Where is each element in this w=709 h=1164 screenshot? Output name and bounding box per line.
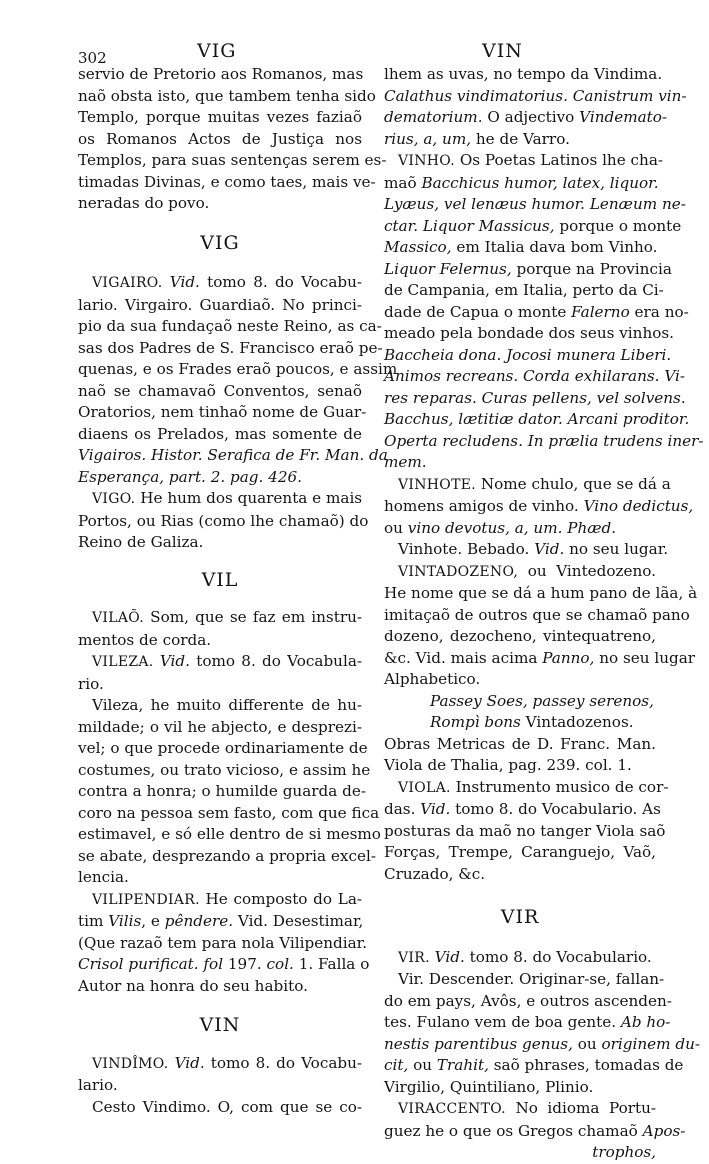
headword: VIRACCENTO. xyxy=(398,1101,506,1117)
section-heading-vin: VIN xyxy=(199,1014,241,1036)
right-column xyxy=(384,64,704,1164)
citation-line: Obras Metricas de D. Franc. Man. xyxy=(384,734,656,753)
text-line: He hum dos quarenta e mais xyxy=(140,489,363,507)
text-fragment: &c. Vid. mais acima xyxy=(384,648,543,667)
text-line: Som, que se faz em instru- xyxy=(150,608,362,626)
text-line: neradas do povo. xyxy=(78,194,210,212)
text-line: vel; o que procede ordinariamente de xyxy=(78,739,368,757)
latin-term: Liquor Felernus, xyxy=(384,259,512,278)
text-fragment: tes. Fulano vem de boa gente. xyxy=(384,1013,621,1031)
entry-cesto-vindimo xyxy=(78,1097,362,1119)
text-fragment: tomo 8. do Vocabulario. As xyxy=(450,800,661,818)
continued-entry-vindimo xyxy=(384,64,687,150)
text-fragment: homens amigos de vinho. xyxy=(384,497,584,515)
text-fragment: Os Poetas Latinos lhe cha- xyxy=(459,151,664,169)
text-line: Vir. Descender. Originar-se, fallan- xyxy=(398,970,665,988)
text-fragment: Instrumento musico de cor- xyxy=(455,777,669,796)
text-line: imitaçaõ de outros que se chamaõ pano xyxy=(384,605,690,624)
text-fragment: ou Vintedozeno. xyxy=(527,561,657,580)
headword: VIOLA. xyxy=(398,779,451,796)
vid-ref: Vid. xyxy=(159,652,190,670)
vid-ref: Vid. xyxy=(169,273,200,291)
text-fragment: 1. Falla o xyxy=(293,955,370,973)
latin-term: dematorium. xyxy=(384,108,483,126)
latin-line: Operta recludens. In prælia trudens iner- xyxy=(384,431,704,450)
text-fragment: 197. xyxy=(223,955,267,973)
text-line: lario. Virgairo. Guardiaõ. No princi- xyxy=(78,295,362,314)
text-line: servio de Pretorio aos Romanos, mas xyxy=(78,65,364,83)
text-line: os Romanos Actos de Justiça nos xyxy=(78,129,362,148)
latin-term: originem du- xyxy=(601,1034,701,1053)
text-fragment: ou xyxy=(408,1056,437,1074)
running-head-right: VIN xyxy=(482,40,523,62)
text-fragment: ou xyxy=(384,518,408,537)
latin-line: Baccheia dona. Jocosi munera Liberi. xyxy=(384,345,672,364)
entry-vir-2 xyxy=(384,969,701,1098)
latin-line: Animos recreans. Corda exhilarans. Vi- xyxy=(384,367,686,385)
entry-vintadozeno xyxy=(384,561,698,777)
citation-line: Vigairos. Histor. Serafica de Fr. Man. da xyxy=(78,446,388,464)
latin-line: Calathus vindimatorius. Canistrum vin- xyxy=(384,86,687,105)
headword: VIR. xyxy=(398,949,430,966)
text-fragment: tomo 8. do Vocabulario. xyxy=(469,947,652,966)
text-line: contra a honra; o humilde guarda de- xyxy=(78,782,366,800)
text-line: Autor na honra do seu habito. xyxy=(78,976,308,995)
text-line: naõ se chamavaõ Conventos, senaõ xyxy=(78,381,362,400)
text-line: diaens os Prelados, mas somente de xyxy=(78,424,362,443)
entry-vinho xyxy=(384,150,704,474)
text-fragment: Vid. Desestimar, xyxy=(233,912,364,930)
text-fragment: guez he o que os Gregos chamaõ xyxy=(384,1121,643,1140)
citation-line: Esperança, part. 2. pag. 426. xyxy=(78,467,302,486)
text-fragment: saõ phrases, tomadas de xyxy=(488,1056,684,1074)
page-number: 302 xyxy=(78,49,107,67)
text-line: Oratorios, nem tinhaõ nome de Guar- xyxy=(78,403,367,421)
text-line: do em pays, Avôs, e outros ascenden- xyxy=(384,991,672,1010)
vid-ref: Vid. xyxy=(420,800,451,818)
text-line: quenas, e os Frades eraõ poucos, e assim xyxy=(78,360,398,378)
text-line: tomo 8. do Vocabu- xyxy=(210,1053,363,1072)
section-heading-vig: VIG xyxy=(200,231,240,254)
text-line: costumes, ou trato vicioso, e assim he xyxy=(78,760,371,779)
verse-line: Passey Soes, passey serenos, xyxy=(430,691,654,710)
text-line: se abate, desprezando a propria excel- xyxy=(78,846,376,865)
text-fragment: porque o monte xyxy=(554,216,682,235)
entry-vinhote-2 xyxy=(384,539,669,561)
text-line: mentos de corda. xyxy=(78,630,212,649)
text-fragment: dade de Capua o monte xyxy=(384,302,572,321)
entry-vindimo xyxy=(78,1053,362,1097)
text-fragment: O adjectivo xyxy=(482,108,580,126)
text-line: estimavel, e só elle dentro de si mesmo xyxy=(78,825,381,843)
text-line: posturas da maõ no tanger Viola saõ xyxy=(384,821,666,840)
headword: VINDÎMO. xyxy=(92,1055,169,1072)
text-fragment: Vinhote. Bebado. xyxy=(398,540,535,558)
text-line: Vileza, he muito differente de hu- xyxy=(92,696,362,714)
text-line: He nome que se dá a hum pano de lãa, à xyxy=(384,584,698,602)
text-line: (Que razaõ tem para nola Vilipendiar. xyxy=(78,933,368,952)
latin-term: Vilis xyxy=(108,912,142,930)
entry-viraccento xyxy=(384,1098,686,1164)
entry-vigo xyxy=(78,488,369,554)
latin-term: Vindemato- xyxy=(579,108,668,126)
latin-term: Apos- xyxy=(642,1121,686,1140)
entry-vileza-2 xyxy=(78,695,381,889)
headword: VILEZA. xyxy=(92,654,154,670)
headword: VILIPENDIAR. xyxy=(92,891,200,908)
text-fragment: he de Varro. xyxy=(471,129,570,148)
text-line: Portos, ou Rias (como lhe chamaõ) do xyxy=(78,511,369,530)
text-line: mildade; o vil he abjecto, e desprezi- xyxy=(78,717,362,736)
text-line: coro na pessoa sem fasto, com que fica xyxy=(78,803,380,822)
text-fragment: no seu lugar. xyxy=(564,540,669,558)
text-fragment: tim xyxy=(78,912,109,930)
latin-term: Panno, xyxy=(542,648,595,667)
latin-line: res reparas. Curas pellens, vel solvens. xyxy=(384,388,686,407)
vid-ref: Vid. xyxy=(434,947,465,966)
latin-term: cit, xyxy=(384,1056,409,1074)
catchword: trophos, xyxy=(592,1143,656,1161)
latin-line: mem. xyxy=(384,453,427,471)
entry-vir xyxy=(384,947,656,970)
entry-vinhote xyxy=(384,474,694,540)
headword: VIGO. xyxy=(92,491,136,507)
latin-term: nestis parentibus genus, xyxy=(384,1034,573,1053)
vid-ref: Vid. xyxy=(174,1053,205,1072)
text-line: lhem as uvas, no tempo da Vindima. xyxy=(384,65,663,83)
text-line: tomo 8. do Vocabula- xyxy=(196,652,363,670)
verse-fragment: Vintadozenos. xyxy=(520,713,634,731)
entry-vileza xyxy=(78,651,362,695)
text-fragment: em Italia dava bom Vinho. xyxy=(451,238,658,256)
citation-fragment: col. xyxy=(266,955,294,973)
text-line: pio da sua fundaçaõ neste Reino, as ca- xyxy=(78,317,382,335)
text-line: lencia. xyxy=(78,868,129,886)
text-line: timadas Divinas, e como taes, mais ve- xyxy=(78,172,376,191)
headword: VINHO. xyxy=(398,153,456,169)
citation-line: Viola de Thalia, pag. 239. col. 1. xyxy=(384,756,632,774)
text-fragment: maõ xyxy=(384,173,422,192)
text-line: Alphabetico. xyxy=(384,670,481,688)
text-line: Templos, para suas sentenças serem es- xyxy=(78,151,387,169)
continued-entry xyxy=(78,64,387,215)
headword: VINHOTE. xyxy=(398,476,476,493)
text-line: Cruzado, &c. xyxy=(384,864,486,883)
latin-line: Lyæus, vel lenæus humor. Lenæum ne- xyxy=(384,195,686,213)
verse-fragment: Rompì bons xyxy=(430,713,521,731)
text-line: He composto do La- xyxy=(205,889,363,908)
vid-ref: Vid. xyxy=(534,540,565,558)
latin-term: Ab ho- xyxy=(620,1013,671,1031)
entry-vigairo xyxy=(78,272,398,488)
text-fragment: , e xyxy=(141,912,165,930)
section-heading-vil: VIL xyxy=(201,568,239,591)
headword: VILAÕ. xyxy=(92,610,144,626)
text-fragment: das. xyxy=(384,800,421,818)
latin-term: Massico, xyxy=(384,238,452,256)
latin-term: rius, a, um, xyxy=(384,129,472,148)
text-fragment: no seu lugar xyxy=(594,648,696,667)
text-line: rio. xyxy=(78,674,104,693)
citation-fragment: Crisol purificat. fol xyxy=(78,955,224,973)
text-line: Forças, Trempe, Caranguejo, Vaõ, xyxy=(384,843,656,861)
text-line: dozeno, dezocheno, vintequatreno, xyxy=(384,627,656,645)
text-line: tomo 8. do Vocabu- xyxy=(207,273,363,291)
text-line: sas dos Padres de S. Francisco eraõ pe- xyxy=(78,338,383,357)
text-fragment: No idioma Portu- xyxy=(515,1099,657,1117)
text-line: meado pela bondade dos seus vinhos. xyxy=(384,324,674,342)
entry-vilao xyxy=(78,607,362,651)
headword: VIGAIRO. xyxy=(92,275,163,291)
latin-term: Bacchicus humor, latex, liquor. xyxy=(421,173,659,192)
text-line: Virgilio, Quintiliano, Plinio. xyxy=(384,1077,594,1096)
latin-term: Falerno xyxy=(571,302,630,321)
latin-term: vino devotus, a, um. Phæd. xyxy=(407,518,617,537)
text-line: Templo, porque muitas vezes faziaõ xyxy=(78,108,362,126)
latin-term: pêndere. xyxy=(164,912,234,930)
entry-vilipendiar xyxy=(78,889,370,998)
text-line: Cesto Vindimo. O, com que se co- xyxy=(92,1097,362,1116)
text-fragment: Nome chulo, que se dá a xyxy=(480,474,671,493)
section-heading-vir: VIR xyxy=(500,906,540,928)
latin-term: Trahit, xyxy=(436,1056,489,1074)
text-line: Reino de Galiza. xyxy=(78,533,204,551)
text-fragment: porque na Provincia xyxy=(511,259,672,278)
latin-term: Vino dedictus, xyxy=(583,497,694,515)
text-line: de Campania, em Italia, perto da Ci- xyxy=(384,281,664,299)
latin-term: ctar. Liquor Massicus, xyxy=(384,216,555,235)
latin-line: Bacchus, lætitiæ dator. Arcani proditor. xyxy=(384,410,690,428)
text-line: lario. xyxy=(78,1076,118,1094)
entry-viola xyxy=(384,777,669,886)
headword: VINTADOZENO, xyxy=(398,563,519,580)
running-head-left: VIG xyxy=(197,40,237,62)
text-line: naõ obsta isto, que tambem tenha sido xyxy=(78,86,376,105)
text-fragment: ou xyxy=(572,1034,602,1053)
text-fragment: era no- xyxy=(629,302,689,321)
